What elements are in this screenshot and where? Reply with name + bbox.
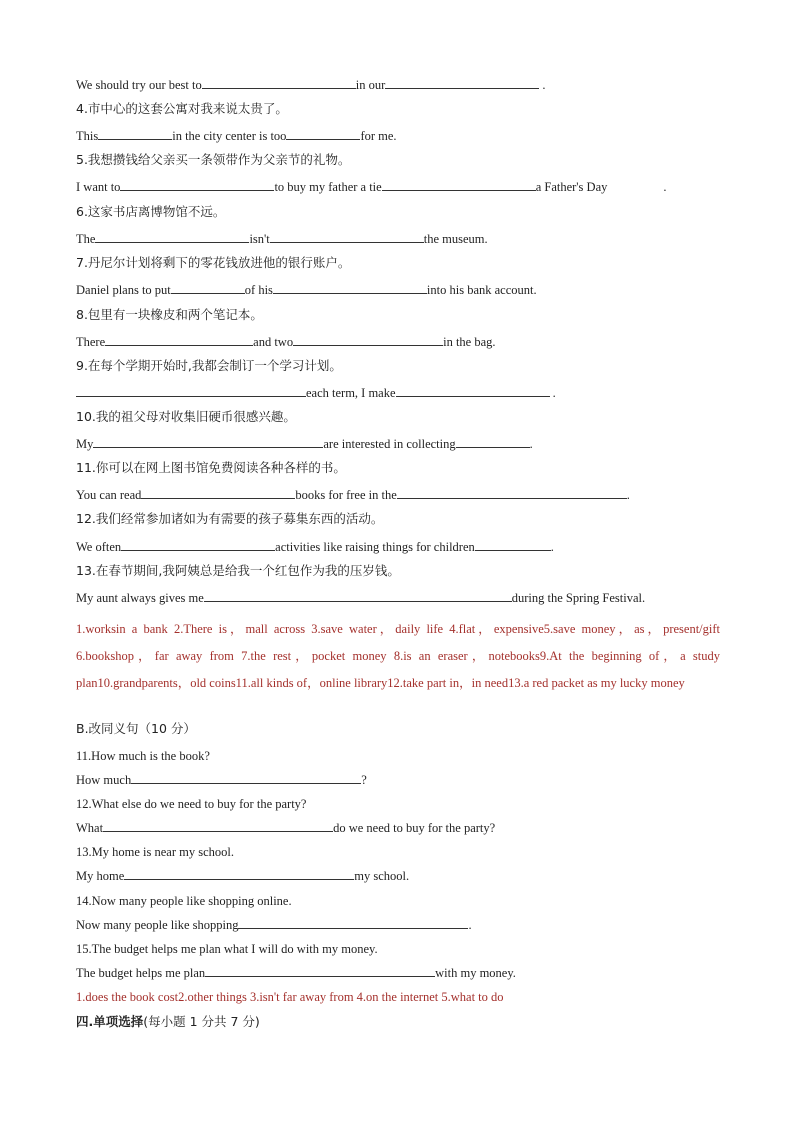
b15-answer-line: The budget helps me plan with my money. <box>76 966 516 980</box>
q5-chinese: 5.我想攒钱给父亲买一条领带作为父亲节的礼物。 <box>76 152 351 167</box>
q13-english: My aunt always gives me during the Spring Festival. <box>76 591 646 605</box>
q7-english: Daniel plans to put of his into his bank account. <box>76 283 537 297</box>
b14-answer-line: Now many people like shopping . <box>76 918 472 932</box>
section-4-note: (每小题 1 分共 7 分) <box>143 1014 260 1029</box>
b15-question: 15.The budget helps me plan what I will do with my money. <box>76 942 378 956</box>
b13-question: 13.My home is near my school. <box>76 845 234 859</box>
q3-english: We should try our best to in our . <box>76 78 546 92</box>
b13-answer-line: My home my school. <box>76 869 410 883</box>
q4-english: This in the city center is too for me. <box>76 129 397 143</box>
b12-question: 12.What else do we need to buy for the party? <box>76 797 307 811</box>
q8-chinese: 8.包里有一块橡皮和两个笔记本。 <box>76 307 263 322</box>
q11-chinese: 11.你可以在网上图书馆免费阅读各种各样的书。 <box>76 460 346 475</box>
q9-chinese: 9.在每个学期开始时,我都会制订一个学习计划。 <box>76 358 342 373</box>
q6-chinese: 6.这家书店离博物馆不远。 <box>76 204 226 219</box>
section-4-heading <box>76 1014 260 1030</box>
answer-key-a: 1.worksin a bank 2.There is，mall across 3.save water，daily life 4.flat，expensive5.save money，as，present/gift 6.bookshop，far away from 7.the rest，pocket money 8.is an eraser，notebooks9.At the beginning of，a study plan10.grandparents，old coins11.all kinds of，online library12.take part in，in need13.a red packet as my lucky money <box>76 622 720 690</box>
answer-key-b: 1.does the book cost2.other things 3.isn't far away from 4.on the internet 5.what to do <box>76 990 504 1004</box>
q6-english: The isn't the museum. <box>76 232 488 246</box>
q10-chinese: 10.我的祖父母对收集旧硬币很感兴趣。 <box>76 409 296 424</box>
q9-english: each term, I make . <box>76 385 556 401</box>
section-b-heading: B.改同义句（10 分） <box>76 721 196 736</box>
q4-chinese: 4.市中心的这套公寓对我来说太贵了。 <box>76 101 288 116</box>
b12-answer-line: What do we need to buy for the party? <box>76 821 496 835</box>
q11-english: You can read books for free in the . <box>76 488 630 502</box>
section-4-title: 四.单项选择 <box>76 1014 144 1029</box>
q12-english: We often activities like raising things for children . <box>76 540 554 554</box>
q5-english: I want to to buy my father a tie a Father's Day . <box>76 180 667 194</box>
q13-chinese: 13.在春节期间,我阿姨总是给我一个红包作为我的压岁钱。 <box>76 563 400 578</box>
q7-chinese: 7.丹尼尔计划将剩下的零花钱放进他的银行账户。 <box>76 255 351 270</box>
b11-question: 11.How much is the book? <box>76 749 210 763</box>
q10-english: My are interested in collecting . <box>76 437 533 451</box>
b11-answer-line: How much ? <box>76 773 367 787</box>
q12-chinese: 12.我们经常参加诸如为有需要的孩子募集东西的活动。 <box>76 511 384 526</box>
b14-question: 14.Now many people like shopping online. <box>76 894 292 908</box>
q8-english: There and two in the bag. <box>76 335 496 349</box>
